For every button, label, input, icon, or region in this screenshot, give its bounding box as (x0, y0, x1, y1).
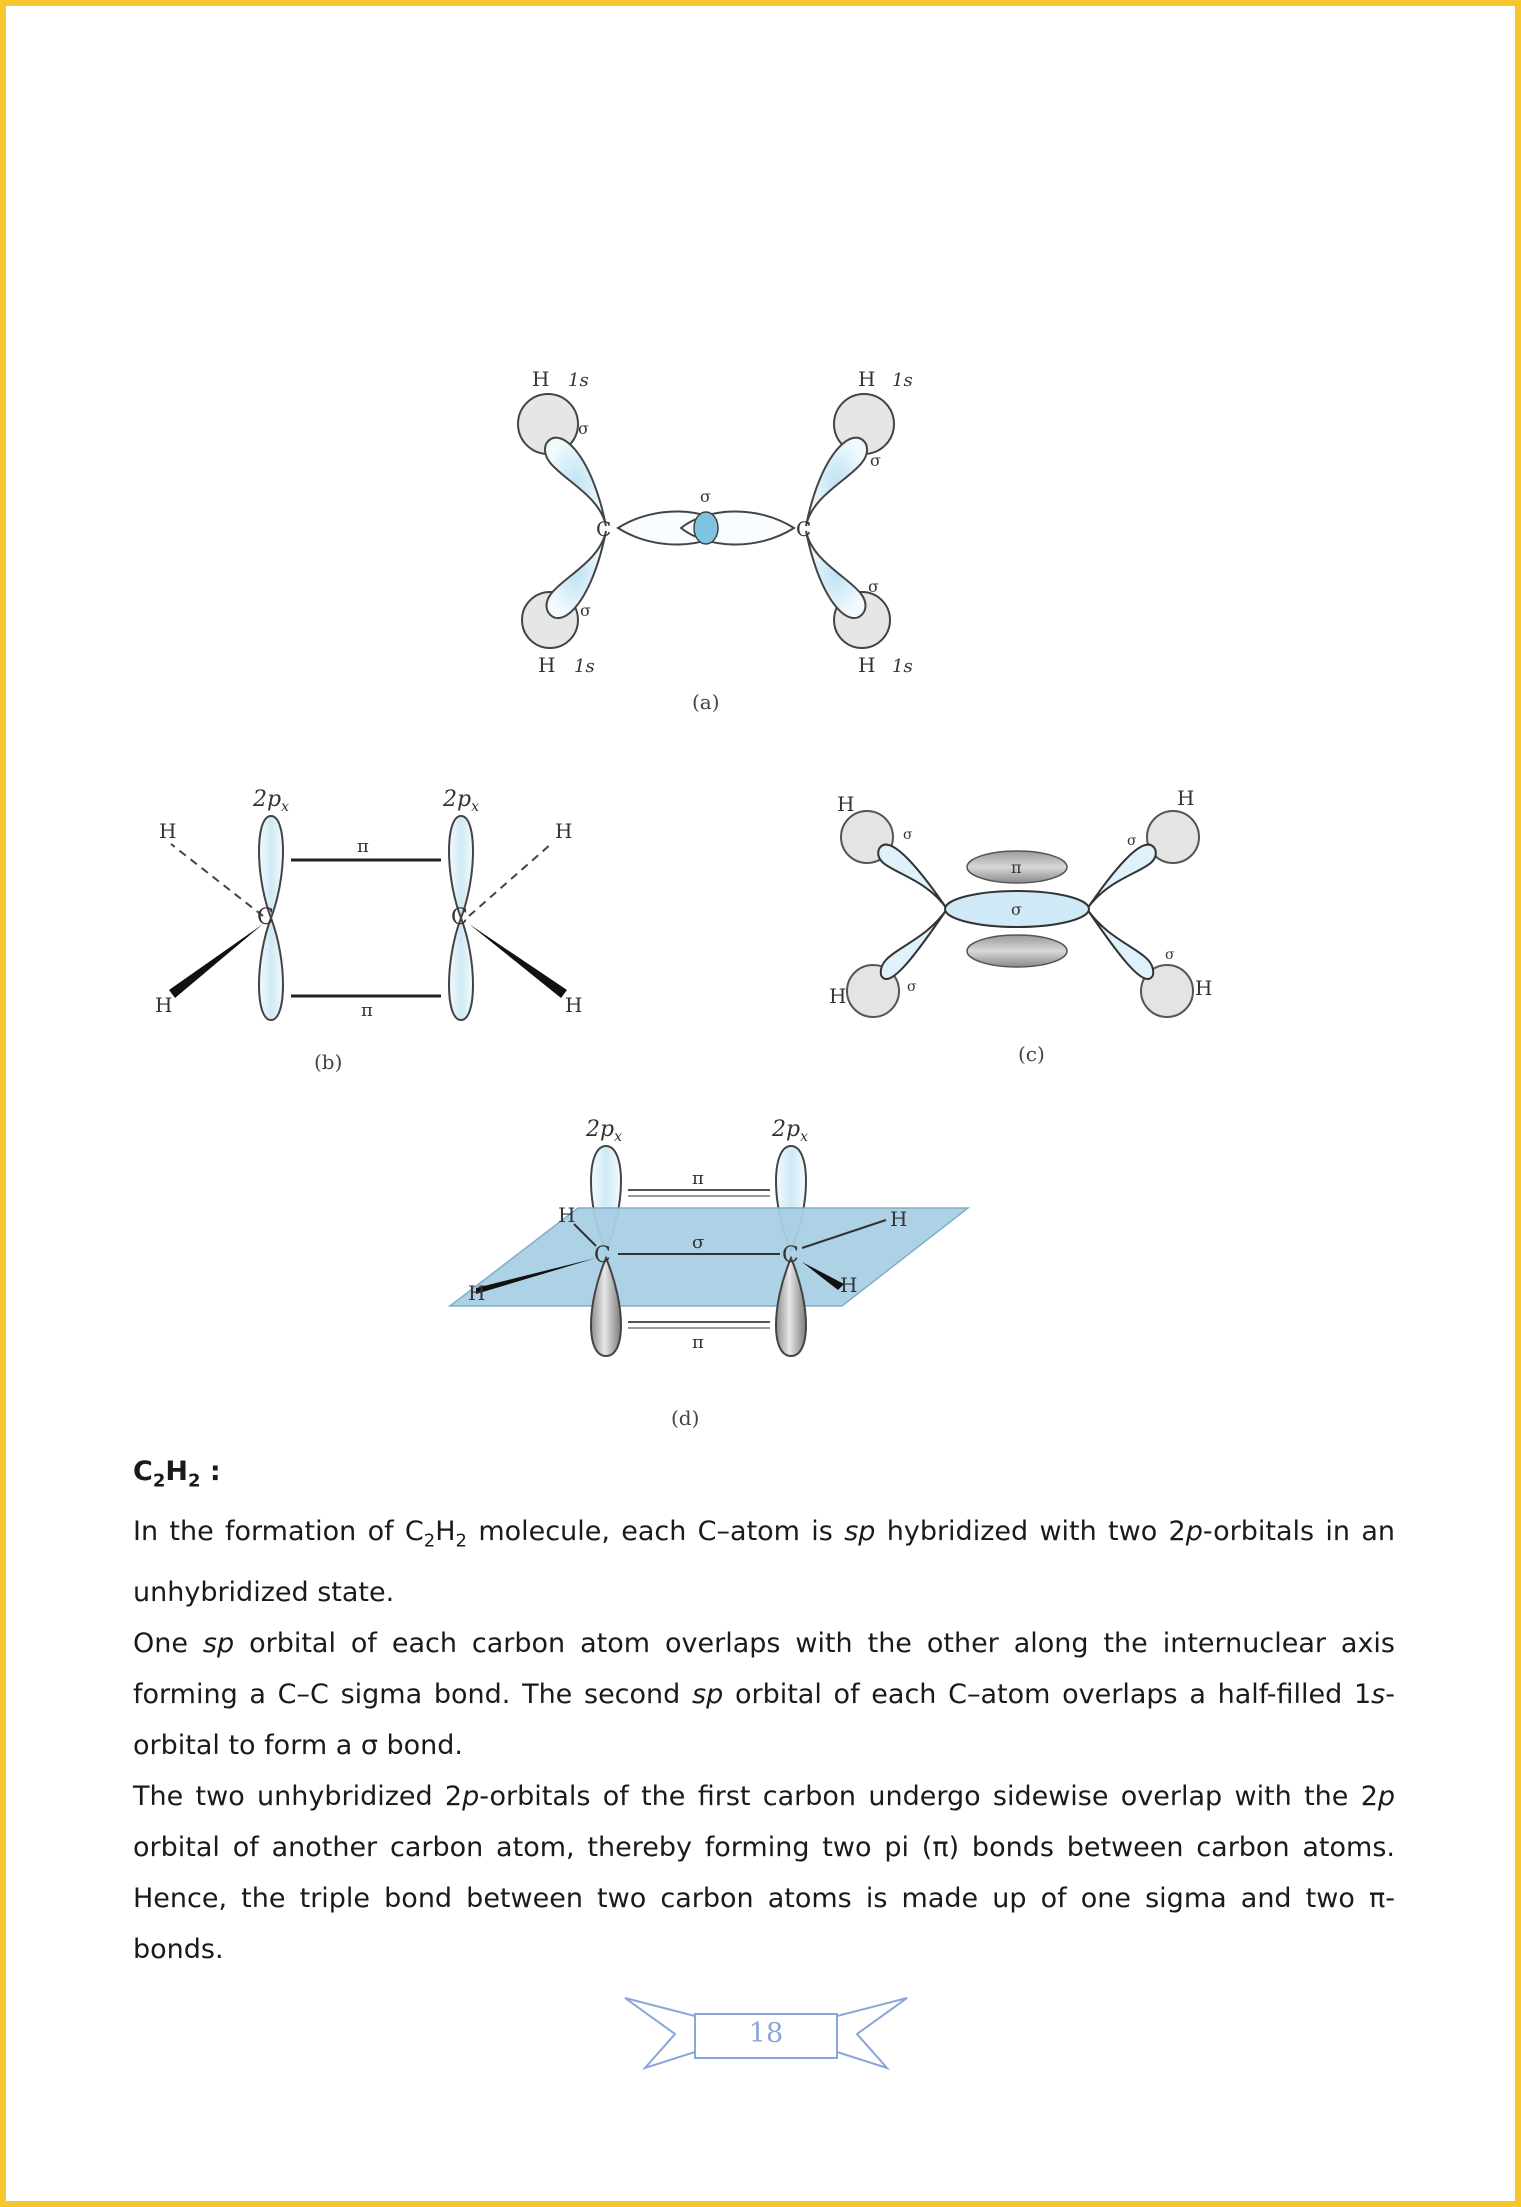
sp-orbital-lobe (1087, 845, 1156, 909)
label-pi: π (692, 1332, 704, 1353)
label-sigma: σ (907, 979, 917, 995)
page-number-banner (623, 1994, 909, 2074)
label-h: H (829, 984, 847, 1008)
sp-orbital-lobe (806, 438, 867, 526)
sp-orbital-lobe (545, 438, 606, 526)
label-h: H (538, 653, 556, 677)
figure-b (151, 776, 591, 1036)
section-heading: $C_2H_2$ : (133, 1456, 221, 1492)
label-h: H (890, 1207, 908, 1231)
sigma-overlap (694, 512, 718, 544)
label-pi: π (692, 1168, 704, 1189)
label-h: H (159, 819, 177, 843)
pi-cloud (967, 935, 1067, 967)
sp-orbital-lobe (1087, 909, 1153, 979)
figure-a-caption: (a) (692, 690, 720, 714)
label-h: H (155, 993, 173, 1017)
label-sigma: σ (1127, 833, 1137, 849)
sp-orbital-lobe (546, 531, 606, 618)
figure-b-diagram (151, 776, 591, 1036)
label-1s: 1s (892, 656, 913, 677)
label-h: H (565, 993, 583, 1017)
label-2px: $2p_x$ (443, 787, 479, 815)
figure-d (446, 1116, 976, 1376)
label-carbon: C (451, 905, 468, 930)
label-2px: $2p_x$ (253, 787, 289, 815)
wedge-bond (469, 924, 567, 998)
label-sigma: σ (692, 1232, 705, 1253)
p-orbital-lobe (449, 918, 473, 1020)
sp-orbital-lobe (878, 845, 947, 909)
label-sigma: σ (580, 601, 591, 620)
label-h: H (858, 367, 876, 391)
page-number: 18 (748, 2018, 784, 2049)
label-carbon: C (782, 1243, 799, 1268)
figure-c-diagram (821, 781, 1221, 1031)
label-carbon: C (594, 1243, 611, 1268)
label-1s: 1s (892, 370, 913, 391)
figure-c-caption: (c) (1018, 1042, 1045, 1066)
label-h: H (532, 367, 550, 391)
label-sigma: σ (1011, 900, 1022, 919)
paragraph: One sp orbital of each carbon atom overlaps with the other along the internuclear axis forming a C–C sigma bond. The second sp orbital of each C–atom overlaps a half-filled 1s-orbital to form a σ bond. (133, 1627, 1395, 1761)
label-carbon: C (796, 517, 812, 541)
label-sigma: σ (868, 577, 879, 596)
figure-b-caption: (b) (314, 1050, 343, 1074)
sp-orbital-lobe (806, 531, 866, 618)
figure-d-diagram (446, 1116, 976, 1376)
label-1s: 1s (574, 656, 595, 677)
paragraph: In the formation of $C_2H_2$ molecule, each C–atom is sp hybridized with two 2p-orbitals in an unhybridized state. (133, 1516, 1396, 1608)
label-pi: π (1011, 858, 1022, 877)
label-sigma: σ (578, 419, 589, 438)
figure-c (821, 781, 1221, 1031)
label-h: H (1177, 786, 1195, 810)
figure-a (506, 366, 926, 686)
body-text (133, 1446, 1395, 1975)
label-h: H (858, 653, 876, 677)
label-2px: $2p_x$ (772, 1117, 808, 1145)
label-sigma: σ (903, 827, 913, 843)
dashed-bond (469, 844, 551, 916)
label-1s: 1s (568, 370, 589, 391)
label-pi: π (357, 836, 369, 857)
label-sigma: σ (700, 487, 711, 506)
label-h: H (1195, 976, 1213, 1000)
label-carbon: C (257, 905, 274, 930)
wedge-bond (169, 924, 263, 998)
sp-orbital-lobe (881, 909, 947, 979)
label-h: H (558, 1203, 576, 1227)
p-orbital-lobe (259, 816, 283, 918)
label-h: H (837, 792, 855, 816)
label-pi: π (361, 1000, 373, 1021)
p-orbital-lobe (449, 816, 473, 918)
figure-d-caption: (d) (671, 1406, 700, 1430)
label-carbon: C (596, 517, 612, 541)
label-sigma: σ (1165, 947, 1175, 963)
label-sigma: σ (870, 451, 881, 470)
figure-a-diagram (506, 366, 926, 686)
label-2px: $2p_x$ (586, 1117, 622, 1145)
label-h: H (468, 1281, 486, 1305)
paragraph: The two unhybridized 2p-orbitals of the first carbon undergo sidewise overlap with the 2p orbital of another carbon atom, thereby forming two pi (π) bonds between carbon atoms. Hence, the triple bond between two carbon atoms is made up of one sigma and two π-bonds. (133, 1780, 1396, 1965)
label-h: H (555, 819, 573, 843)
dashed-bond (171, 844, 263, 916)
label-h: H (840, 1273, 858, 1297)
p-orbital-lobe (259, 918, 283, 1020)
